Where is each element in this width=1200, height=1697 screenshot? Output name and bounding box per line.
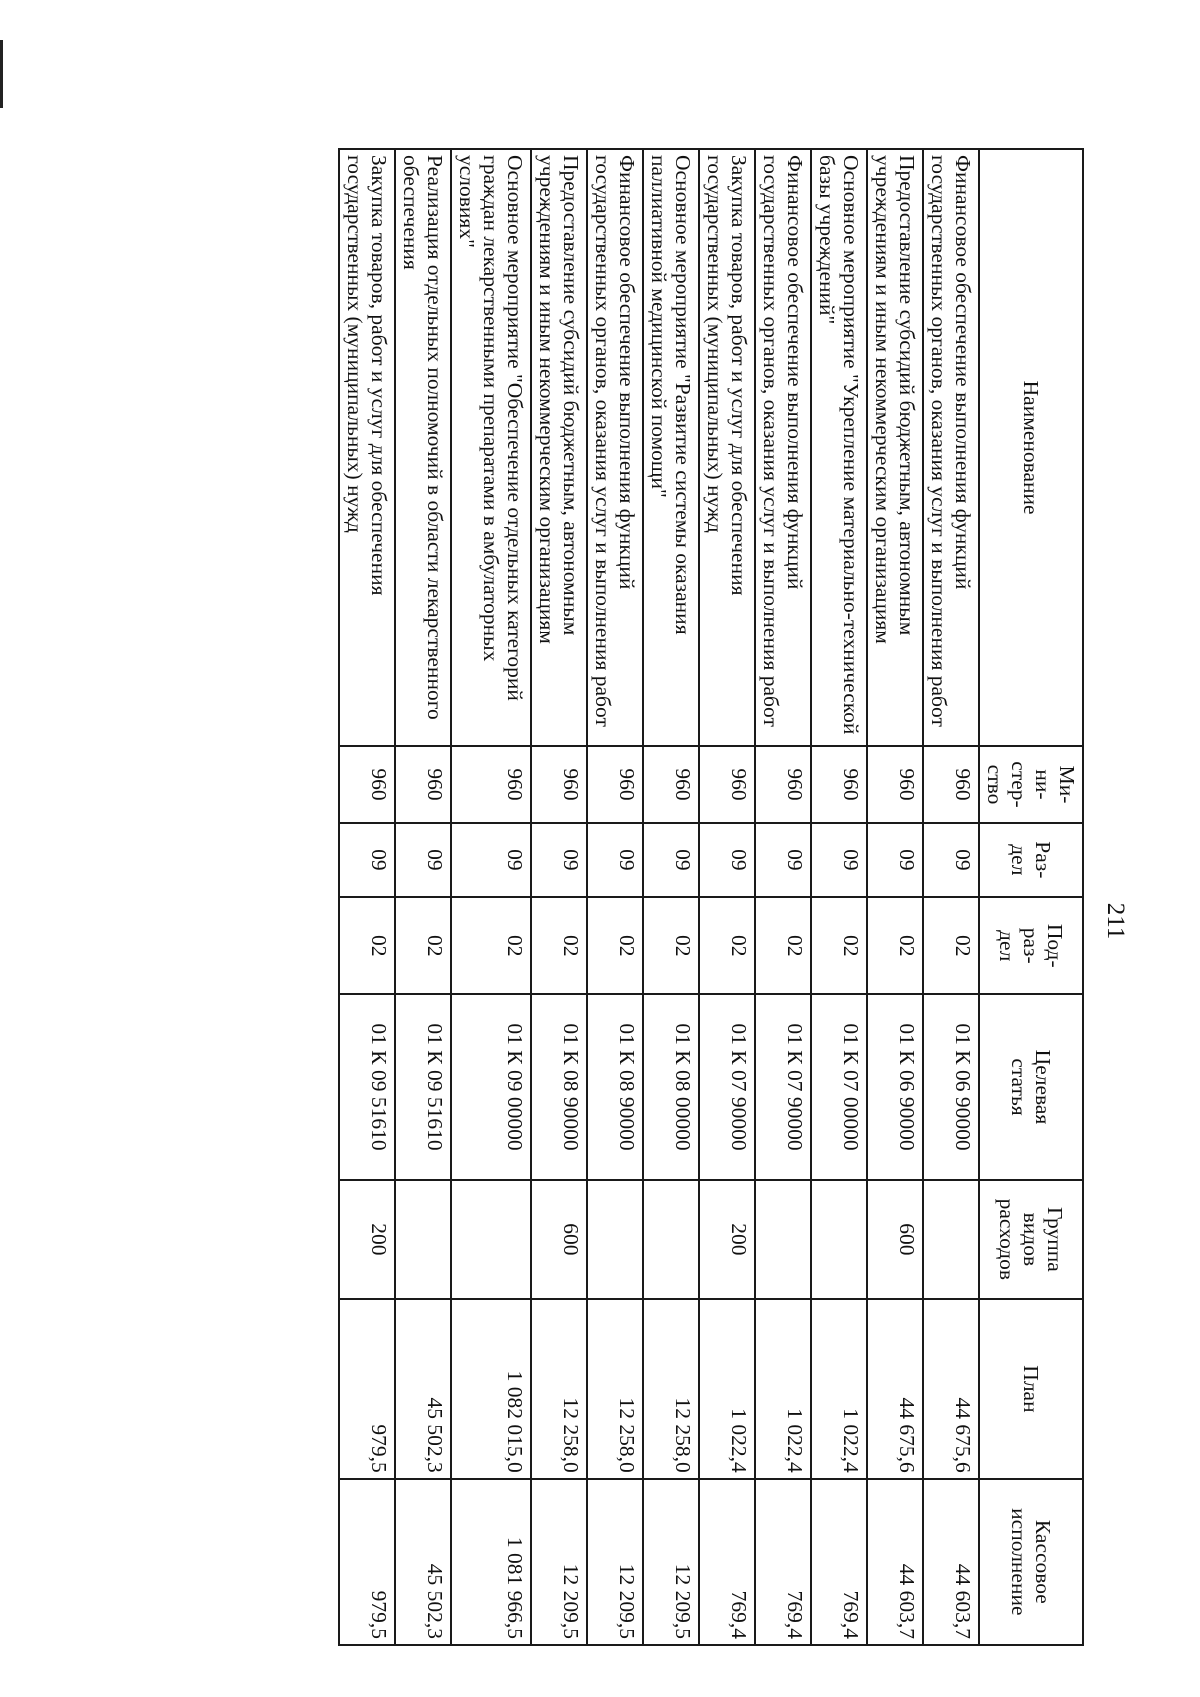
- row-subsection: 02: [923, 897, 979, 995]
- row-name: Основное мероприятие "Укрепление материально-технической базы учреждений": [811, 149, 867, 746]
- row-subsection: 02: [867, 897, 923, 995]
- row-cash-execution: 12 209,5: [587, 1479, 643, 1645]
- header-subsection-label: Под- раз- дел: [995, 923, 1067, 968]
- row-expense-group: 600: [531, 1180, 587, 1300]
- row-name: Закупка товаров, работ и услуг для обеспечения государственных (муниципальных) нужд: [699, 149, 755, 746]
- row-ministry: 960: [867, 746, 923, 822]
- row-cash-execution: 769,4: [755, 1479, 811, 1645]
- table-row: [643, 149, 699, 1645]
- header-expense-group-label: Группа видов расходов: [995, 1198, 1067, 1281]
- row-subsection: 02: [531, 897, 587, 995]
- row-ministry: 960: [643, 746, 699, 822]
- row-plan: 45 502,3: [395, 1299, 451, 1479]
- row-cash-execution: 44 603,7: [923, 1479, 979, 1645]
- table-row: [811, 149, 867, 1645]
- row-name: Финансовое обеспечение выполнения функций государственных органов, оказания услуг и выполнения работ: [755, 149, 811, 746]
- row-plan: 12 258,0: [531, 1299, 587, 1479]
- row-plan: 1 082 015,0: [451, 1299, 531, 1479]
- table-row: [755, 149, 811, 1645]
- row-expense-group: [755, 1180, 811, 1300]
- table-header-row: [979, 149, 1083, 1645]
- row-target-article: 01 К 07 00000: [811, 994, 867, 1179]
- header-cash-execution: [979, 1479, 1083, 1645]
- header-ministry-label: Ми- ни- стер- ство: [983, 761, 1079, 808]
- rotated-table-container: [140, 148, 1084, 1646]
- header-target-article: [979, 994, 1083, 1179]
- row-name: Основное мероприятие "Обеспечение отдельных категорий граждан лекарственными препаратами в амбулаторных условиях": [451, 149, 531, 746]
- row-plan: 44 675,6: [867, 1299, 923, 1479]
- row-expense-group: [923, 1180, 979, 1300]
- table-row: [867, 149, 923, 1645]
- table-row: [699, 149, 755, 1645]
- row-target-article: 01 К 09 51610: [339, 994, 395, 1179]
- row-plan: 44 675,6: [923, 1299, 979, 1479]
- row-plan: 1 022,4: [699, 1299, 755, 1479]
- row-plan: 12 258,0: [587, 1299, 643, 1479]
- row-expense-group: [811, 1180, 867, 1300]
- row-name: Финансовое обеспечение выполнения функций государственных органов, оказания услуг и выполнения работ: [923, 149, 979, 746]
- table-row: [339, 149, 395, 1645]
- row-target-article: 01 К 09 51610: [395, 994, 451, 1179]
- row-ministry: 960: [531, 746, 587, 822]
- row-plan: 1 022,4: [755, 1299, 811, 1479]
- row-section: 09: [531, 823, 587, 897]
- header-expense-group: [979, 1180, 1083, 1300]
- row-target-article: 01 К 07 90000: [699, 994, 755, 1179]
- row-name: Реализация отдельных полномочий в области лекарственного обеспечения: [395, 149, 451, 746]
- row-name: Основное мероприятие "Развитие системы оказания паллиативной медицинской помощи": [643, 149, 699, 746]
- row-section: 09: [339, 823, 395, 897]
- row-cash-execution: 12 209,5: [643, 1479, 699, 1645]
- header-section-label: Раз- дел: [1007, 841, 1055, 879]
- row-cash-execution: 979,5: [339, 1479, 395, 1645]
- row-plan: 12 258,0: [643, 1299, 699, 1479]
- header-subsection: [979, 897, 1083, 995]
- header-section: [979, 823, 1083, 897]
- row-plan: 1 022,4: [811, 1299, 867, 1479]
- row-subsection: 02: [699, 897, 755, 995]
- header-ministry: [979, 746, 1083, 822]
- row-expense-group: 200: [699, 1180, 755, 1300]
- table-row: [587, 149, 643, 1645]
- row-ministry: 960: [451, 746, 531, 822]
- row-cash-execution: 769,4: [699, 1479, 755, 1645]
- scan-edge-mark: [0, 40, 3, 108]
- row-section: 09: [867, 823, 923, 897]
- row-target-article: 01 К 08 90000: [587, 994, 643, 1179]
- header-name: Наименование: [979, 149, 1083, 746]
- row-ministry: 960: [923, 746, 979, 822]
- row-cash-execution: 1 081 966,5: [451, 1479, 531, 1645]
- row-ministry: 960: [699, 746, 755, 822]
- row-section: 09: [755, 823, 811, 897]
- row-cash-execution: 45 502,3: [395, 1479, 451, 1645]
- header-target-article-label: Целевая статья: [1007, 1049, 1055, 1125]
- row-ministry: 960: [395, 746, 451, 822]
- row-target-article: 01 К 06 90000: [867, 994, 923, 1179]
- row-subsection: 02: [395, 897, 451, 995]
- row-target-article: 01 К 07 90000: [755, 994, 811, 1179]
- row-section: 09: [811, 823, 867, 897]
- row-expense-group: 600: [867, 1180, 923, 1300]
- row-cash-execution: 769,4: [811, 1479, 867, 1645]
- row-expense-group: [395, 1180, 451, 1300]
- row-ministry: 960: [755, 746, 811, 822]
- header-cash-execution-label: Кассовое исполнение: [1007, 1508, 1055, 1616]
- row-expense-group: 200: [339, 1180, 395, 1300]
- row-section: 09: [923, 823, 979, 897]
- row-name: Предоставление субсидий бюджетным, автономным учреждениям и иным некоммерческим организациям: [867, 149, 923, 746]
- header-plan: План: [979, 1299, 1083, 1479]
- row-plan: 979,5: [339, 1299, 395, 1479]
- row-ministry: 960: [811, 746, 867, 822]
- row-section: 09: [643, 823, 699, 897]
- page-number: 211: [1102, 902, 1129, 940]
- table-area: [140, 148, 1084, 1646]
- table-row: [923, 149, 979, 1645]
- row-target-article: 01 К 08 00000: [643, 994, 699, 1179]
- row-target-article: 01 К 06 90000: [923, 994, 979, 1179]
- row-subsection: 02: [451, 897, 531, 995]
- row-expense-group: [643, 1180, 699, 1300]
- row-ministry: 960: [339, 746, 395, 822]
- row-target-article: 01 К 08 90000: [531, 994, 587, 1179]
- budget-table: [338, 148, 1084, 1646]
- row-target-article: 01 К 09 00000: [451, 994, 531, 1179]
- table-row: [451, 149, 531, 1645]
- row-expense-group: [587, 1180, 643, 1300]
- row-expense-group: [451, 1180, 531, 1300]
- row-name: Закупка товаров, работ и услуг для обеспечения государственных (муниципальных) нужд: [339, 149, 395, 746]
- row-section: 09: [395, 823, 451, 897]
- row-cash-execution: 44 603,7: [867, 1479, 923, 1645]
- row-cash-execution: 12 209,5: [531, 1479, 587, 1645]
- row-section: 09: [699, 823, 755, 897]
- row-subsection: 02: [811, 897, 867, 995]
- row-subsection: 02: [755, 897, 811, 995]
- row-subsection: 02: [643, 897, 699, 995]
- row-subsection: 02: [339, 897, 395, 995]
- row-name: Предоставление субсидий бюджетным, автономным учреждениям и иным некоммерческим организациям: [531, 149, 587, 746]
- row-subsection: 02: [587, 897, 643, 995]
- row-section: 09: [587, 823, 643, 897]
- row-ministry: 960: [587, 746, 643, 822]
- row-section: 09: [451, 823, 531, 897]
- table-row: [395, 149, 451, 1645]
- table-row: [531, 149, 587, 1645]
- row-name: Финансовое обеспечение выполнения функций государственных органов, оказания услуг и выполнения работ: [587, 149, 643, 746]
